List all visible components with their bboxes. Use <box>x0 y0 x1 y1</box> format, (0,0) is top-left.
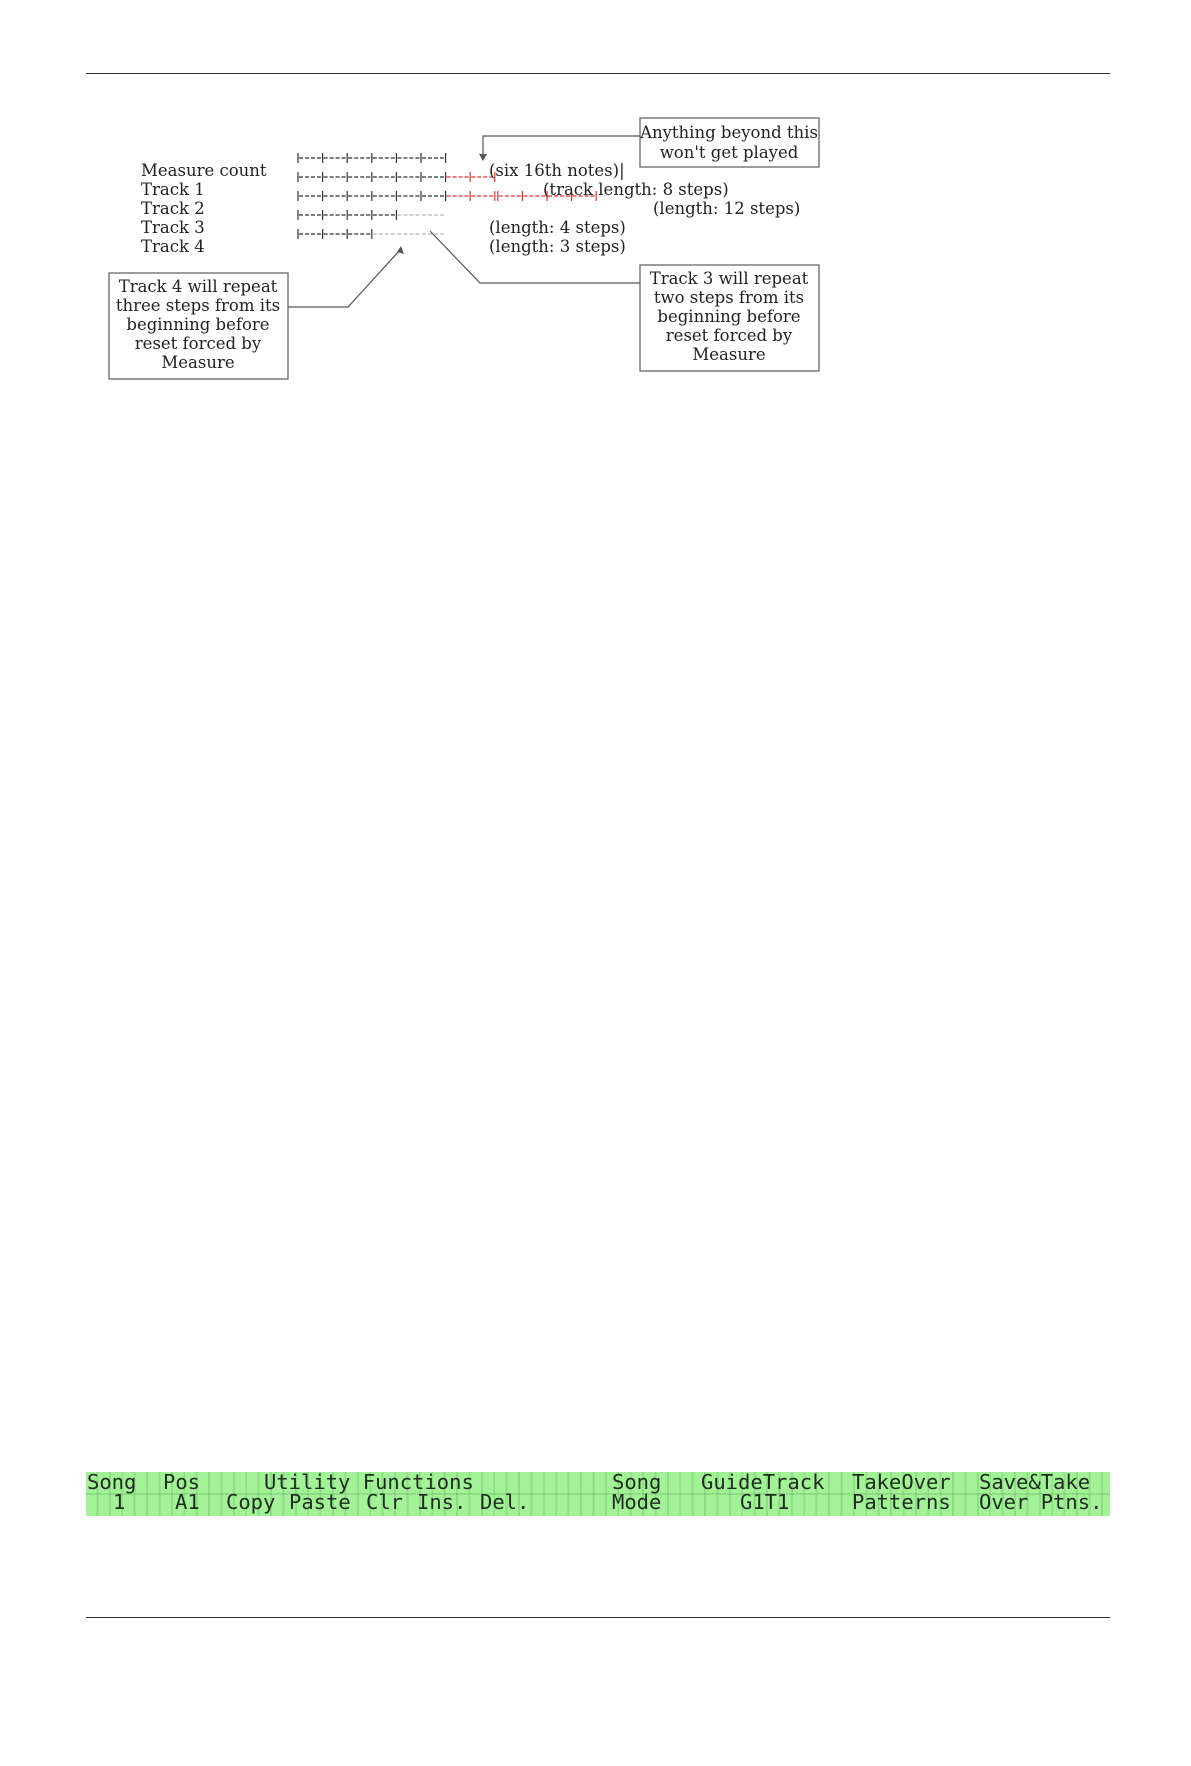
lcd-option-copy: Copy <box>226 1490 276 1514</box>
row-label-track-2: Track 2 <box>141 199 205 218</box>
lcd-value-g1t1: G1T1 <box>740 1490 790 1514</box>
callout-overflow-line-2: won't get played <box>659 143 799 162</box>
lcd-display <box>86 1472 1110 1516</box>
note-track-3: (length: 4 steps) <box>489 218 626 237</box>
callout-track-4-line-3: beginning before <box>126 315 270 334</box>
lcd-value-song: 1 <box>113 1490 126 1514</box>
callout-overflow <box>479 118 819 167</box>
header-rule <box>86 73 1110 74</box>
lcd-label-takeover: TakeOver <box>852 1470 951 1494</box>
lcd-label-utility-functions: Utility Functions <box>264 1470 474 1494</box>
note-track-4: (length: 3 steps) <box>489 237 626 256</box>
callout-track-4-line-2: three steps from its <box>115 296 281 315</box>
row-label-measure-count: Measure count <box>141 161 267 180</box>
lcd-label-pos: Pos <box>163 1470 201 1494</box>
lcd-value-pos: A1 <box>175 1490 200 1514</box>
callout-track-3-line-4: reset forced by <box>665 326 793 345</box>
row-label-track-1: Track 1 <box>141 180 205 199</box>
callout-track-4-line-1: Track 4 will repeat <box>118 277 278 296</box>
note-measure-count: (six 16th notes)| <box>489 161 625 180</box>
row-notes <box>489 161 800 256</box>
callout-track-3-line-2: two steps from its <box>653 288 805 307</box>
track-length-diagram <box>100 108 840 398</box>
lcd-value-over-ptns: Over Ptns. <box>979 1490 1103 1514</box>
callout-track-4-line-5: Measure <box>161 353 235 372</box>
row-labels <box>141 161 267 256</box>
callout-overflow-arrowhead <box>479 154 487 161</box>
lcd-label-save-take: Save&Take <box>979 1470 1091 1494</box>
callout-track-4 <box>109 246 404 379</box>
callout-track-4-leader <box>288 250 400 307</box>
note-track-2: (length: 12 steps) <box>653 199 801 218</box>
callout-track-3-line-5: Measure <box>692 345 766 364</box>
callout-track-3-line-3: beginning before <box>657 307 801 326</box>
lcd-option-clr: Clr <box>366 1490 404 1514</box>
footer-rule <box>86 1617 1110 1618</box>
row-label-track-4: Track 4 <box>141 237 205 256</box>
row-label-track-3: Track 3 <box>141 218 205 237</box>
lcd-bottom-row <box>86 1492 1110 1513</box>
lcd-label-song: Song <box>87 1470 137 1494</box>
callout-track-4-line-4: reset forced by <box>134 334 262 353</box>
lcd-value-mode: Mode <box>612 1490 662 1514</box>
lcd-option-del: Del. <box>480 1490 530 1514</box>
lcd-option-paste: Paste <box>289 1490 351 1514</box>
lcd-option-ins: Ins. <box>417 1490 467 1514</box>
lcd-value-patterns: Patterns <box>852 1490 951 1514</box>
callout-track-3-line-1: Track 3 will repeat <box>649 269 809 288</box>
note-track-1: (track length: 8 steps) <box>543 180 729 199</box>
lcd-label-song-mode: Song <box>612 1470 662 1494</box>
callout-overflow-leader <box>483 136 640 156</box>
lcd-label-guidetrack: GuideTrack <box>701 1470 825 1494</box>
callout-overflow-line-1: Anything beyond this <box>640 123 818 142</box>
